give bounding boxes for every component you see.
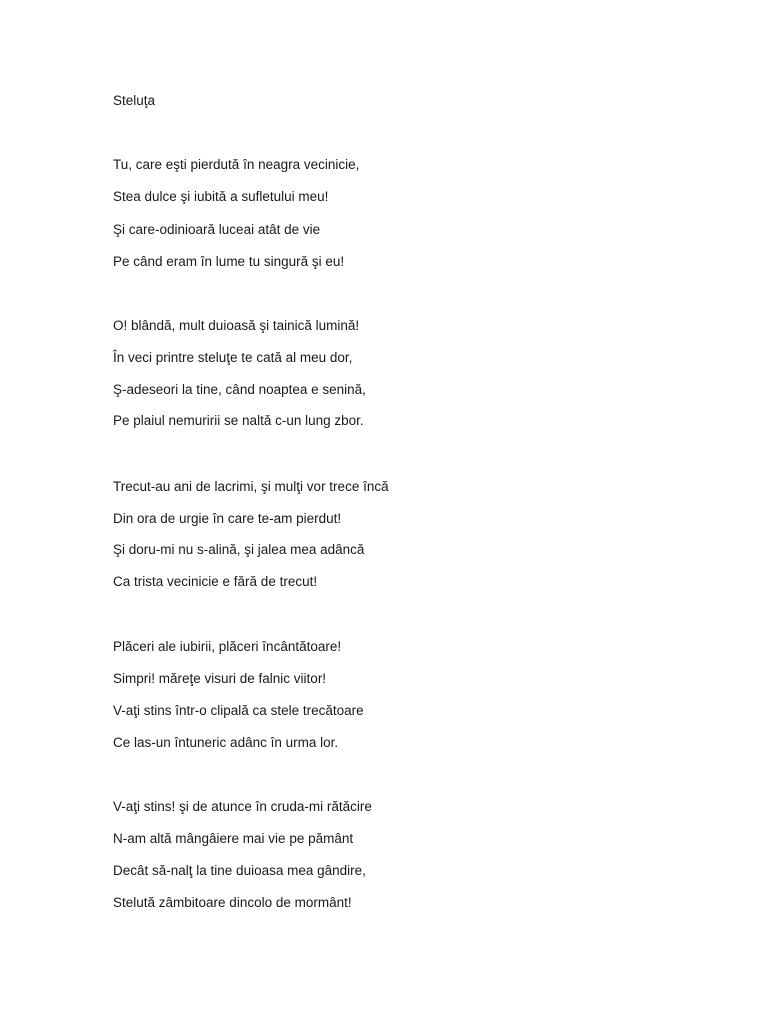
poem-line: Pe plaiul nemuririi se naltă c-un lung zbor.	[113, 413, 364, 428]
poem-line: Tu, care eşti pierdută în neagra vecinicie,	[113, 157, 360, 172]
poem-line: Ca trista vecinicie e fără de trecut!	[113, 574, 318, 589]
poem-line: Şi doru-mi nu s-alină, şi jalea mea adâncă	[113, 542, 365, 557]
poem-line: Din ora de urgie în care te-am pierdut!	[113, 511, 342, 526]
poem-line: Pe când eram în lume tu singură şi eu!	[113, 254, 345, 269]
poem-line: N-am altă mângâiere mai vie pe pământ	[113, 831, 354, 846]
poem-line: Stelută zâmbitoare dincolo de mormânt!	[113, 895, 352, 910]
poem-line: Simpri! măreţe visuri de falnic viitor!	[113, 671, 327, 686]
poem-line: Plăceri ale iubirii, plăceri încântătoare!	[113, 639, 342, 654]
poem-line: Ş-adeseori la tine, când noaptea e senină,	[113, 382, 366, 397]
poem-title: Steluţa	[113, 93, 156, 108]
poem-line: Trecut-au ani de lacrimi, şi mulţi vor trece încă	[113, 479, 389, 494]
poem-line: V-aţi stins într-o clipală ca stele trecătoare	[113, 703, 364, 718]
poem-line: Stea dulce şi iubită a sufletului meu!	[113, 189, 329, 204]
poem-line: Decât să-nalţ la tine duioasa mea gândire,	[113, 863, 366, 878]
poem-line: Şi care-odinioară luceai atât de vie	[113, 222, 321, 237]
poem-line: În veci printre steluţe te cată al meu dor,	[113, 350, 353, 365]
poem-line: V-aţi stins! şi de atunce în cruda-mi rătăcire	[113, 799, 372, 814]
poem-line: O! blândă, mult duioasă şi tainică lumină!	[113, 318, 360, 333]
poem-line: Ce las-un întuneric adânc în urma lor.	[113, 735, 339, 750]
